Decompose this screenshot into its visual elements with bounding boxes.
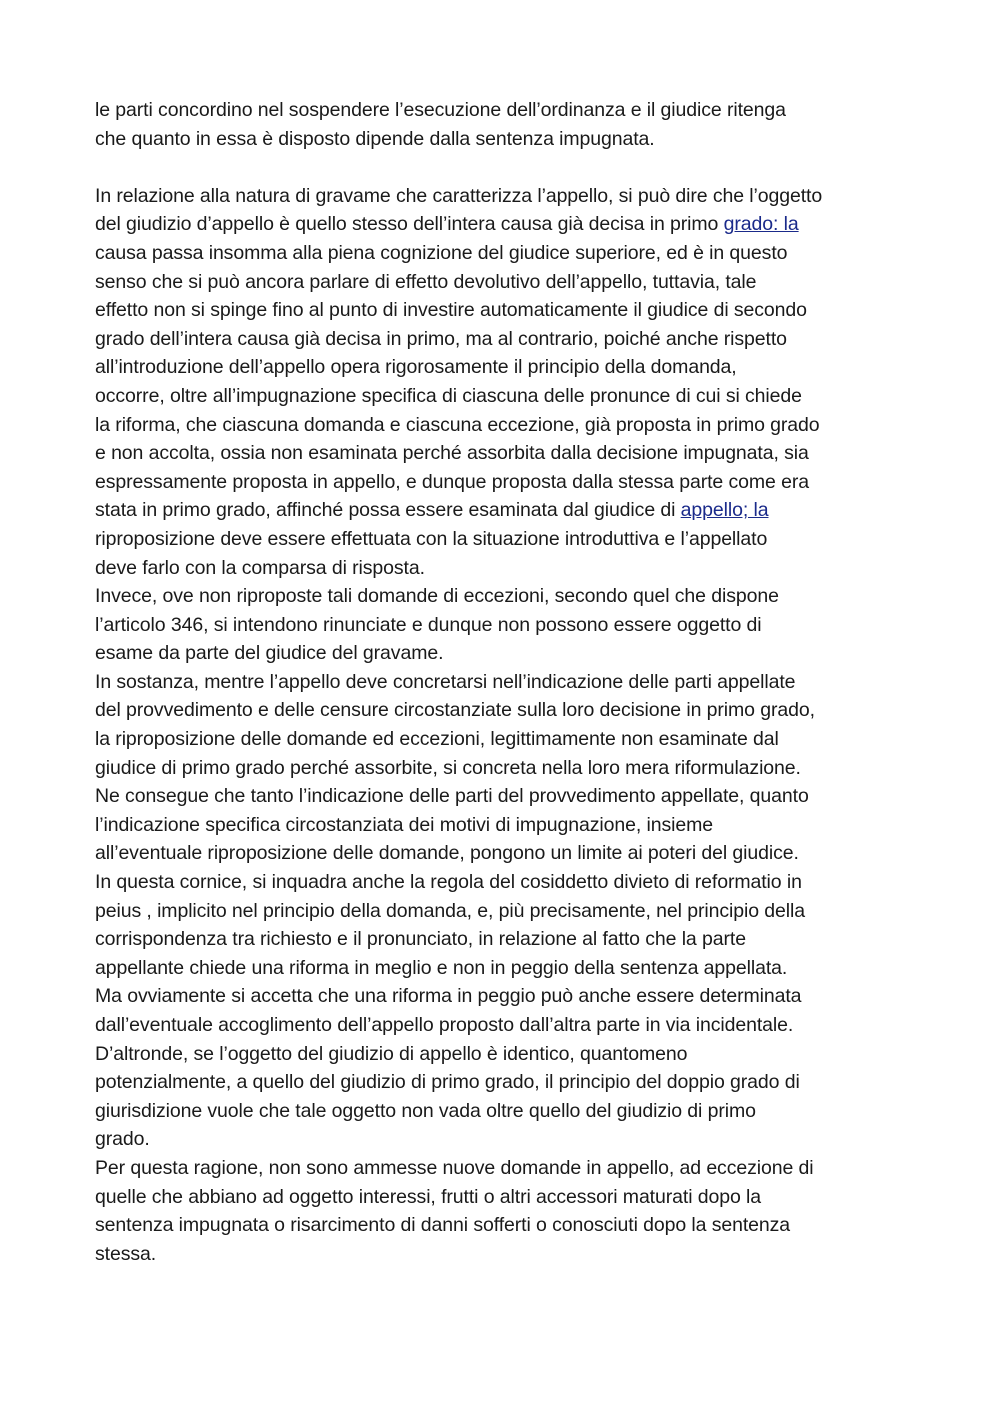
line-text: deve farlo con la comparsa di risposta. — [95, 556, 425, 579]
text-line — [95, 525, 910, 554]
line-text: le parti concordino nel sospendere l’esecuzione dell’ordinanza e il giudice ritenga — [95, 99, 786, 121]
line-text: effetto non si spinge fino al punto di investire automaticamente il giudice di secondo — [95, 299, 807, 322]
line-text: Invece, ove non riproposte tali domande di eccezioni, secondo quel che dispone — [95, 585, 779, 608]
text-line — [95, 210, 910, 239]
line-text: all’eventuale riproposizione delle domande, pongono un limite ai poteri del giudice. — [95, 842, 799, 865]
text-line — [95, 725, 910, 754]
line-text: del giudizio d’appello è quello stesso dell’intera causa già decisa in primo — [95, 213, 724, 236]
line-text: senso che si può ancora parlare di effetto devolutivo dell’appello, tuttavia, tale — [95, 270, 757, 293]
line-text: In questa cornice, si inquadra anche la regola del cosiddetto divieto di reformatio in — [95, 871, 802, 894]
line-text: esame da parte del giudice del gravame. — [95, 642, 444, 665]
text-line — [95, 411, 910, 440]
text-line — [95, 182, 910, 211]
text-line — [95, 582, 910, 611]
text-line — [95, 754, 910, 783]
line-text: Per questa ragione, non sono ammesse nuove domande in appello, ad eccezione di — [95, 1156, 814, 1179]
line-text: del provvedimento e delle censure circostanziate sulla loro decisione in primo grado, — [95, 699, 815, 722]
line-text: all’introduzione dell’appello opera rigorosamente il principio della domanda, — [95, 356, 737, 379]
line-text: espressamente proposta in appello, e dunque proposta dalla stessa parte come era — [95, 470, 809, 493]
text-line — [95, 125, 910, 154]
line-text: riproposizione deve essere effettuata con la situazione introduttiva e l’appellato — [95, 527, 768, 550]
line-text: che quanto in essa è disposto dipende dalla sentenza impugnata. — [95, 127, 655, 150]
text-line — [95, 468, 910, 497]
line-text: peius , implicito nel principio della domanda, e, più precisamente, nel principio della — [95, 899, 805, 922]
text-line — [95, 839, 910, 868]
body-text — [95, 96, 910, 1268]
text-line — [95, 782, 910, 811]
text-line — [95, 1068, 910, 1097]
text-line — [95, 1154, 910, 1183]
line-text: giurisdizione vuole che tale oggetto non vada oltre quello del giudizio di primo — [95, 1099, 756, 1122]
line-text: occorre, oltre all’impugnazione specifica di ciascuna delle pronunce di cui si chiede — [95, 384, 802, 407]
text-line — [95, 296, 910, 325]
line-text: In sostanza, mentre l’appello deve concretarsi nell’indicazione delle parti appellate — [95, 670, 796, 693]
text-line — [95, 1097, 910, 1126]
text-line — [95, 696, 910, 725]
line-text: potenzialmente, a quello del giudizio di primo grado, il principio del doppio grado di — [95, 1071, 800, 1094]
line-text: e non accolta, ossia non esaminata perché assorbita dalla decisione impugnata, sia — [95, 442, 809, 465]
line-text: l’indicazione specifica circostanziata dei motivi di impugnazione, insieme — [95, 813, 713, 836]
text-line — [95, 954, 910, 983]
text-line — [95, 897, 910, 926]
text-line — [95, 382, 910, 411]
line-text: stessa. — [95, 1242, 157, 1265]
text-line — [95, 1211, 910, 1240]
hyperlink[interactable]: grado: la — [723, 213, 799, 236]
line-text: appellante chiede una riforma in meglio e non in peggio della sentenza appellata. — [95, 956, 788, 979]
text-line — [95, 325, 910, 354]
text-line — [95, 96, 910, 125]
text-line — [95, 925, 910, 954]
line-text: sentenza impugnata o risarcimento di danni sofferti o conosciuti dopo la sentenza — [95, 1214, 791, 1237]
paragraph-gap — [95, 153, 910, 182]
line-text: Ma ovviamente si accetta che una riforma in peggio può anche essere determinata — [95, 985, 802, 1008]
line-text: corrispondenza tra richiesto e il pronunciato, in relazione al fatto che la parte — [95, 928, 746, 951]
line-text: dall’eventuale accoglimento dell’appello proposto dall’altra parte in via incidentale. — [95, 1014, 794, 1036]
text-line — [95, 868, 910, 897]
text-line — [95, 439, 910, 468]
hyperlink[interactable]: appello; la — [680, 499, 769, 522]
text-line — [95, 1125, 910, 1154]
text-line — [95, 268, 910, 297]
text-line — [95, 1011, 910, 1040]
text-line — [95, 1040, 910, 1069]
text-line — [95, 1240, 910, 1269]
text-line — [95, 811, 910, 840]
line-text: giudice di primo grado perché assorbite, si concreta nella loro mera riformulazione. — [95, 756, 801, 779]
text-line — [95, 639, 910, 668]
line-text: quelle che abbiano ad oggetto interessi, frutti o altri accessori maturati dopo la — [95, 1185, 762, 1208]
line-text: causa passa insomma alla piena cognizione del giudice superiore, ed è in questo — [95, 241, 788, 264]
text-line — [95, 353, 910, 382]
text-line — [95, 239, 910, 268]
line-text: la riforma, che ciascuna domanda e ciascuna eccezione, già proposta in primo grado — [95, 413, 820, 436]
text-line — [95, 982, 910, 1011]
line-text: grado dell’intera causa già decisa in primo, ma al contrario, poiché anche rispetto — [95, 327, 787, 350]
line-text: l’articolo 346, si intendono rinunciate e dunque non possono essere oggetto di — [95, 613, 762, 636]
line-text: Ne consegue che tanto l’indicazione delle parti del provvedimento appellate, quanto — [95, 785, 809, 808]
line-text: D’altronde, se l’oggetto del giudizio di appello è identico, quantomeno — [95, 1042, 688, 1065]
line-text: In relazione alla natura di gravame che caratterizza l’appello, si può dire che l’oggetto — [95, 184, 823, 207]
text-line — [95, 496, 910, 525]
text-line — [95, 668, 910, 697]
text-line — [95, 611, 910, 640]
text-line — [95, 554, 910, 583]
text-line — [95, 1183, 910, 1212]
line-text: grado. — [95, 1128, 150, 1151]
line-text: la riproposizione delle domande ed eccezioni, legittimamente non esaminate dal — [95, 728, 779, 751]
line-text: stata in primo grado, affinché possa essere esaminata dal giudice di — [95, 499, 681, 522]
